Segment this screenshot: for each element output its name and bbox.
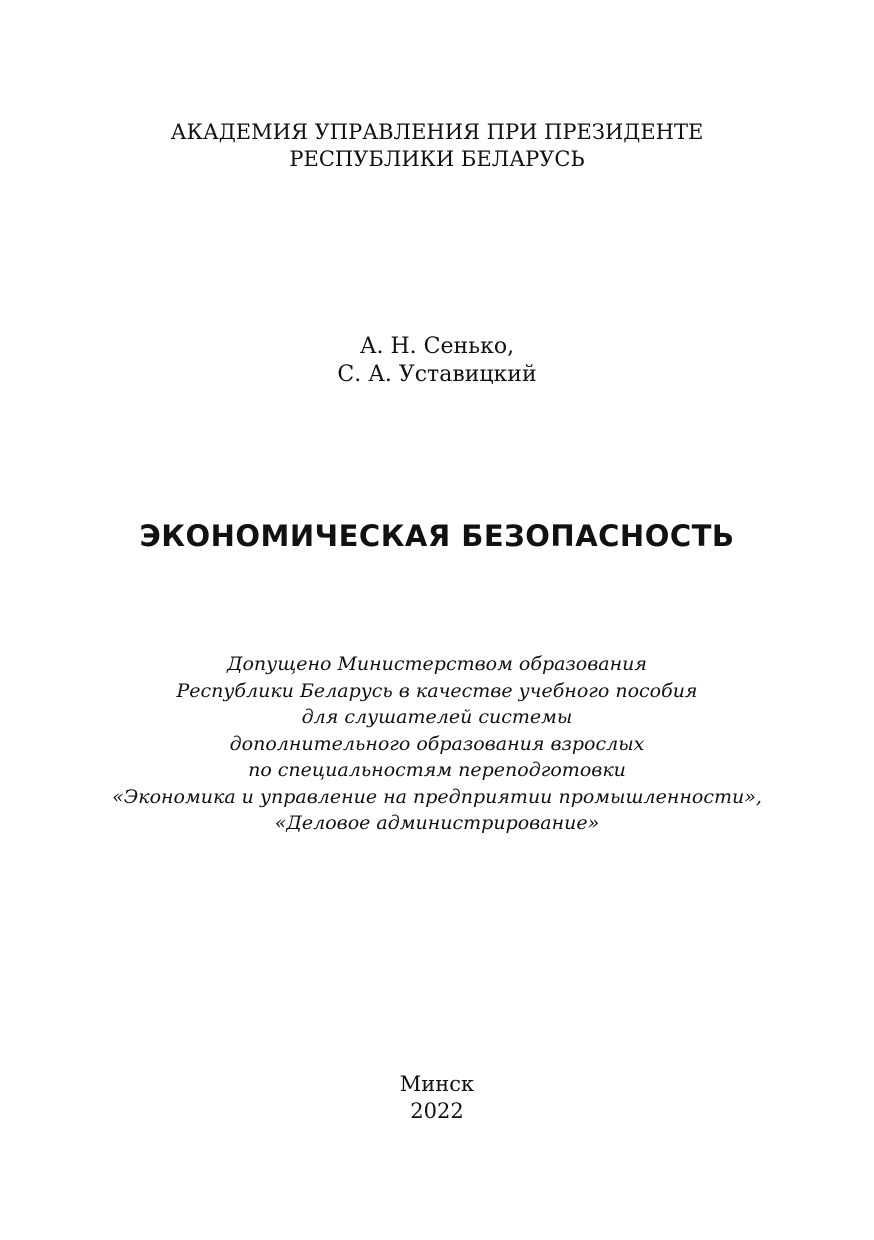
approval-line-3: для слушателей системы: [301, 706, 573, 728]
approval-line-7: «Деловое администрирование»: [274, 812, 600, 834]
authors: [0, 333, 874, 389]
approval-line-2: Республики Беларусь в качестве учебного пособия: [176, 679, 698, 702]
author-2: С. А. Уставицкий: [337, 362, 537, 387]
book-title: ЭКОНОМИЧЕСКАЯ БЕЗОПАСНОСТЬ: [139, 519, 735, 553]
institution-line-2: РЕСПУБЛИКИ БЕЛАРУСЬ: [289, 147, 585, 171]
institution-name: [0, 119, 874, 173]
imprint-year: 2022: [410, 1099, 464, 1123]
author-1: А. Н. Сенько,: [359, 334, 515, 359]
approval-statement: [0, 651, 874, 837]
imprint-city: Минск: [399, 1072, 475, 1096]
imprint: [0, 1071, 874, 1125]
approval-line-6: «Экономика и управление на предприятии промышленности»,: [112, 785, 762, 808]
institution-line-1: АКАДЕМИЯ УПРАВЛЕНИЯ ПРИ ПРЕЗИДЕНТЕ: [170, 120, 704, 144]
approval-line-5: по специальностям переподготовки: [248, 759, 626, 781]
approval-line-1: Допущено Министерством образования: [227, 653, 647, 675]
approval-line-4: дополнительного образования взрослых: [229, 732, 645, 755]
